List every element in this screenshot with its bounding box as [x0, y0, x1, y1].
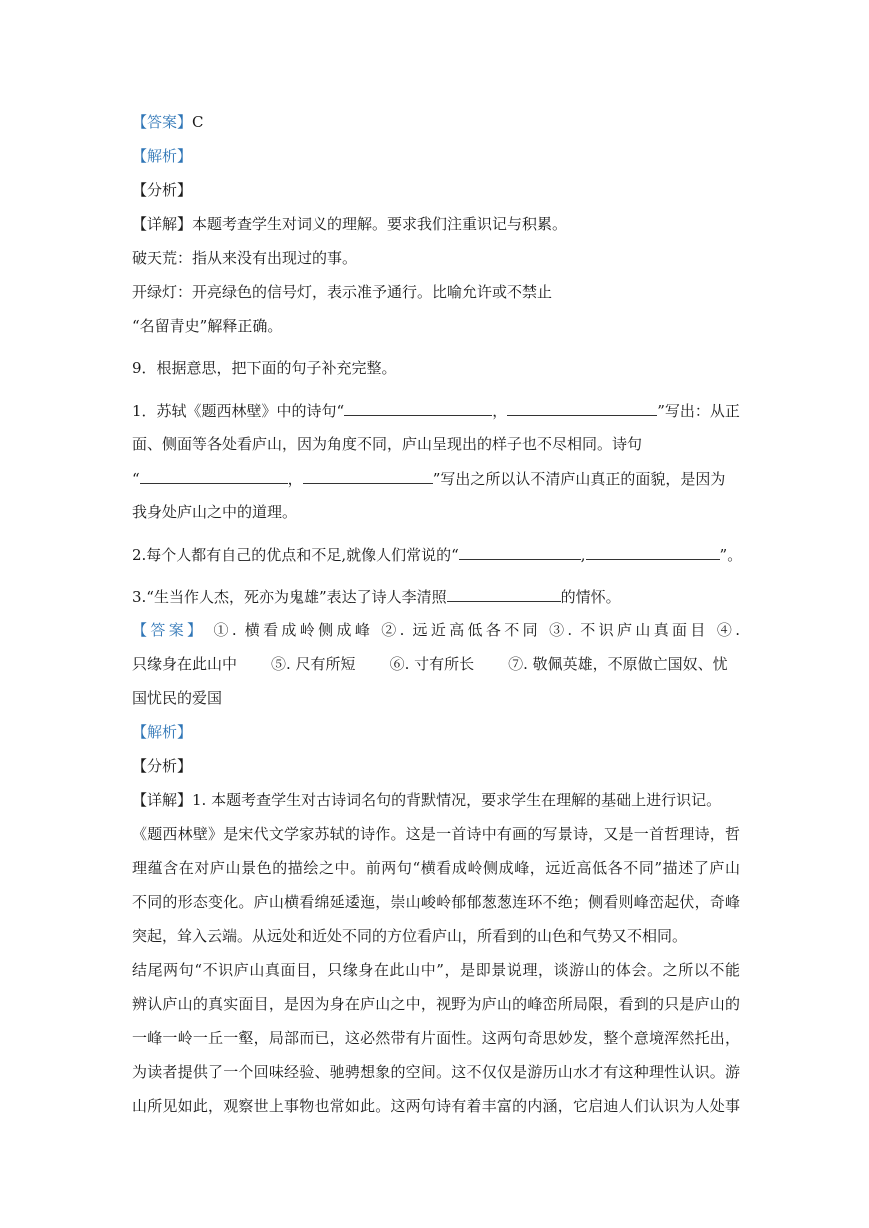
q9-answer-line3: 国忧民的爱国 — [132, 689, 223, 707]
s1-comma-2: ， — [287, 470, 303, 488]
fill-blank-2[interactable] — [507, 400, 657, 416]
q9-detail-line-10: 山所见如此，观察世上事物也常如此。这两句诗有着丰富的内涵，它启迪人们认识为人处事 — [132, 1097, 740, 1115]
q9-stem: 9．根据意思，把下面的句子补充完整。 — [132, 359, 397, 377]
s2-prefix: 2.每个人都有自己的优点和不足,就像人们常说的“ — [132, 546, 459, 564]
q9-answer-line2 — [132, 654, 728, 674]
s2-comma: , — [580, 546, 586, 564]
q9-s1-line2: 面、侧面等各处看庐山，因为角度不同，庐山呈现出的样子也不尽相同。诗句 — [132, 435, 643, 453]
fill-blank-1[interactable] — [344, 400, 492, 416]
analysis-tag: 【解析】 — [132, 147, 193, 165]
detail-tag: 【详解】 — [132, 215, 193, 233]
answer-item-1: ①. 横看成岭侧成峰 — [213, 621, 374, 639]
q9-answer-line1 — [132, 620, 740, 640]
q9-s2-line — [132, 544, 742, 565]
s2-end: ”。 — [719, 546, 743, 564]
q9-detail-line-2: 《题西林壁》是宋代文学家苏轼的诗作。这是一首诗中有画的写景诗，又是一首哲理诗，哲 — [132, 825, 740, 843]
answer-item-7: ⑦. 敬佩英雄，不原做亡国奴、忧 — [508, 655, 728, 673]
answer-tag: 【答案】 — [132, 113, 193, 131]
q9-s1-line4: 我身处庐山之中的道理。 — [132, 503, 298, 521]
q9-detail-line-7: 辨认庐山的真实面目，是因为身在庐山之中，视野为庐山的峰峦所局限，看到的只是庐山的 — [132, 995, 740, 1013]
s3-prefix: 3.“生当作人杰，死亦为鬼雄”表达了诗人李清照 — [132, 588, 447, 606]
mingliu-line: “名留青史”解释正确。 — [132, 317, 283, 335]
q9-s1-line3 — [132, 468, 725, 489]
answer-item-3: ③. 不识庐山真面目 — [549, 621, 709, 639]
answer-item-6: ⑥. 寸有所长 — [389, 655, 475, 673]
q9-detail-line-4: 不同的形态变化。庐山横看绵延逶迤，崇山峻岭郁郁葱葱连环不绝；侧看则峰峦起伏，奇峰 — [132, 893, 740, 911]
s3-suffix: 的情怀。 — [560, 588, 621, 606]
q9-detail-line-6: 结尾两句“不识庐山真面目，只缘身在此山中”，是即景说理，谈游山的体会。之所以不能 — [132, 961, 740, 979]
q9-fenxi-tag: 【分析】 — [132, 757, 193, 775]
q9-detail-line-5: 突起，耸入云端。从远处和近处不同的方位看庐山，所看到的山色和气势又不相同。 — [132, 927, 688, 945]
q9-detail-line-3: 理蕴含在对庐山景色的描绘之中。前两句“横看成岭侧成峰，远近高低各不同”描述了庐山 — [132, 859, 740, 877]
fenxi-tag: 【分析】 — [132, 181, 193, 199]
q9-detail-line-1 — [132, 790, 721, 810]
q9-detail-line-8: 一峰一岭一丘一壑，局部而已，这必然带有片面性。这两句奇思妙发，整个意境浑然托出， — [132, 1029, 740, 1047]
answer-value: C — [192, 113, 204, 131]
fill-blank-5[interactable] — [459, 544, 581, 560]
answer-item-2: ②. 远近高低各不同 — [381, 621, 541, 639]
detail-text: 本题考查学生对词义的理解。要求我们注重识记与积累。 — [192, 215, 568, 233]
q9-s1-line1 — [132, 400, 740, 421]
potianhuang-line: 破天荒：指从来没有出现过的事。 — [132, 249, 358, 267]
q9-analysis-tag: 【解析】 — [132, 723, 193, 741]
answer-item-4-num: ④. — [716, 621, 740, 639]
answer-item-5: ⑤. 尺有所短 — [271, 655, 356, 673]
kailvdeng-line: 开绿灯：开亮绿色的信号灯，表示准予通行。比喻允许或不禁止 — [132, 283, 553, 301]
fill-blank-7[interactable] — [447, 586, 561, 602]
s1-open-quote: “ — [132, 470, 140, 488]
fill-blank-3[interactable] — [140, 468, 288, 484]
q9-detail-line-9: 为读者提供了一个回味经验、驰骋想象的空间。这不仅仅是游历山水才有这种理性认识。游 — [132, 1063, 740, 1081]
s1-prefix: 1．苏轼《题西林壁》中的诗句“ — [132, 402, 345, 420]
q9-answer-tag: 【答案】 — [132, 621, 206, 639]
s1-suffix: ”写出：从正 — [657, 402, 740, 420]
s1-line3-rest: ”写出之所以认不清庐山真正的面貌，是因为 — [432, 470, 726, 488]
q9-detail-text-1: 1. 本题考查学生对古诗词名句的背默情况，要求学生在理解的基础上进行识记。 — [192, 791, 722, 809]
q9-s3-line — [132, 586, 621, 607]
answer-item-4-text: 只缘身在此山中 — [132, 655, 238, 673]
q8-detail-line — [132, 214, 567, 234]
q9-detail-tag: 【详解】 — [132, 791, 193, 809]
s1-comma: ， — [492, 402, 508, 420]
fill-blank-6[interactable] — [586, 544, 720, 560]
q8-answer-line — [132, 112, 204, 132]
fill-blank-4[interactable] — [303, 468, 433, 484]
